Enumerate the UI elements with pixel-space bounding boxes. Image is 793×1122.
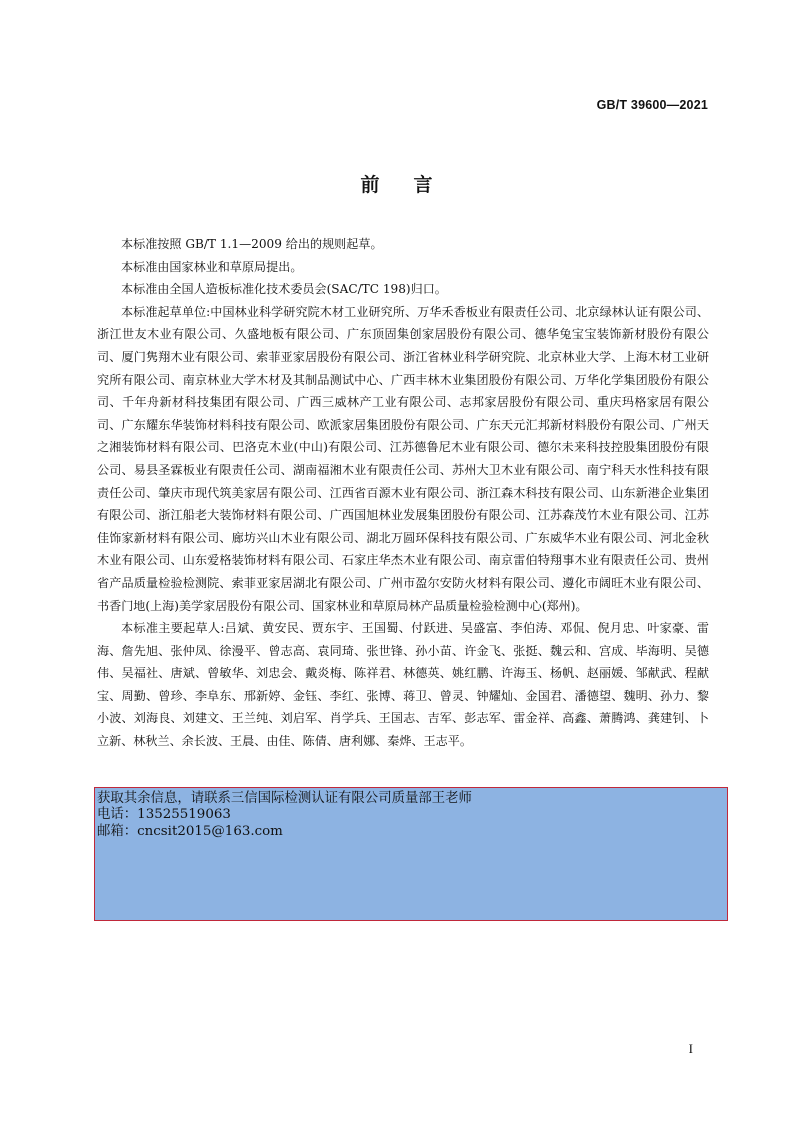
notice-line-info: 获取其余信息，请联系三信国际检测认证有限公司质量部王老师 — [97, 791, 472, 806]
notice-line-phone: 电话：13525519063 — [97, 807, 231, 823]
paragraph-committee: 本标准由全国人造板标准化技术委员会(SAC/TC 198)归口。 — [121, 282, 447, 297]
standard-number: GB/T 39600—2021 — [596, 98, 708, 112]
notice-line-email: 邮箱：cncsit2015@163.com — [97, 823, 283, 839]
page-number: I — [688, 1041, 693, 1056]
page-title: 前言 — [360, 174, 467, 196]
paragraph-drafters: 本标准主要起草人:吕斌、黄安民、贾东宇、王国蜀、付跃进、吴盛富、李伯涛、邓侃、倪月忠、叶家豪、雷海、詹先旭、张仲凤、徐漫平、曾志高、袁同琦、张世锋、孙小苗、许金飞、张挺、魏云和、宫成、毕海明、吴德伟、吴福社、唐斌、曾敏华、刘忠会、戴炎梅、陈祥君、林德英、姚红鹏、许海玉、杨帆、赵丽媛、邹献武、程献宝、周勤、曾珍、李阜东、邢新婷、金钰、李红、张博、蒋卫、曾灵、钟耀灿、金国君、潘德望、魏明、孙力、黎小波、刘海良、刘建文、王兰纯、刘启军、肖学兵、王国志、吉军、彭志军、雷金祥、高鑫、萧腾鸿、龚建钊、卜立新、林秋兰、余长波、王晨、由佳、陈倩、唐利娜、秦烨、王志平。 — [97, 621, 709, 749]
foreword-body — [97, 233, 709, 753]
paragraph-drafting-units: 本标准起草单位:中国林业科学研究院木材工业研究所、万华禾香板业有限责任公司、北京绿林认证有限公司、浙江世友木业有限公司、久盛地板有限公司、广东顶固集创家居股份有限公司、德华兔宝宝装饰新材股份有限公司、厦门隽翔木业有限公司、索菲亚家居股份有限公司、浙江省林业科学研究院、北京林业大学、上海木材工业研究所有限公司、南京林业大学木材及其制品测试中心、广西丰林木业集团股份有限公司、万华化学集团股份有限公司、千年舟新材科技集团有限公司、广西三威林产工业有限公司、志邦家居股份有限公司、重庆玛格家居有限公司、广东耀东华装饰材料科技有限公司、欧派家居集团股份有限公司、广东天元汇邦新材料股份有限公司、广州天之湘装饰材料有限公司、巴洛克木业(中山)有限公司、江苏德鲁尼木业有限公司、德尔未来科技控股集团股份有限公司、易县圣霖板业有限责任公司、湖南福湘木业有限责任公司、苏州大卫木业有限公司、南宁科天水性科技有限责任公司、肇庆市现代筑美家居有限公司、江西省百源木业有限公司、浙江森木科技有限公司、山东新港企业集团有限公司、浙江船老大装饰材料有限公司、广西国旭林业发展集团股份有限公司、江苏森茂竹木业有限公司、江苏佳饰家新材料有限公司、廊坊兴山木业有限公司、湖北万圆环保科技有限公司、广东威华木业有限公司、河北金秋木业有限公司、山东爱格装饰材料有限公司、石家庄华杰木业有限公司、南京雷伯特翔事木业有限责任公司、贵州省产品质量检验检测院、索菲亚家居湖北有限公司、广州市盈尔安防火材料有限公司、遵化市阔旺木业有限公司、书香门地(上海)美学家居股份有限公司、国家林业和草原局林产品质量检验检测中心(郑州)。 — [97, 304, 709, 613]
paragraph-proposer: 本标准由国家林业和草原局提出。 — [121, 259, 303, 274]
paragraph-drafting-rules: 本标准按照 GB/T 1.1—2009 给出的规则起草。 — [121, 237, 383, 251]
contact-notice-box — [94, 787, 728, 921]
